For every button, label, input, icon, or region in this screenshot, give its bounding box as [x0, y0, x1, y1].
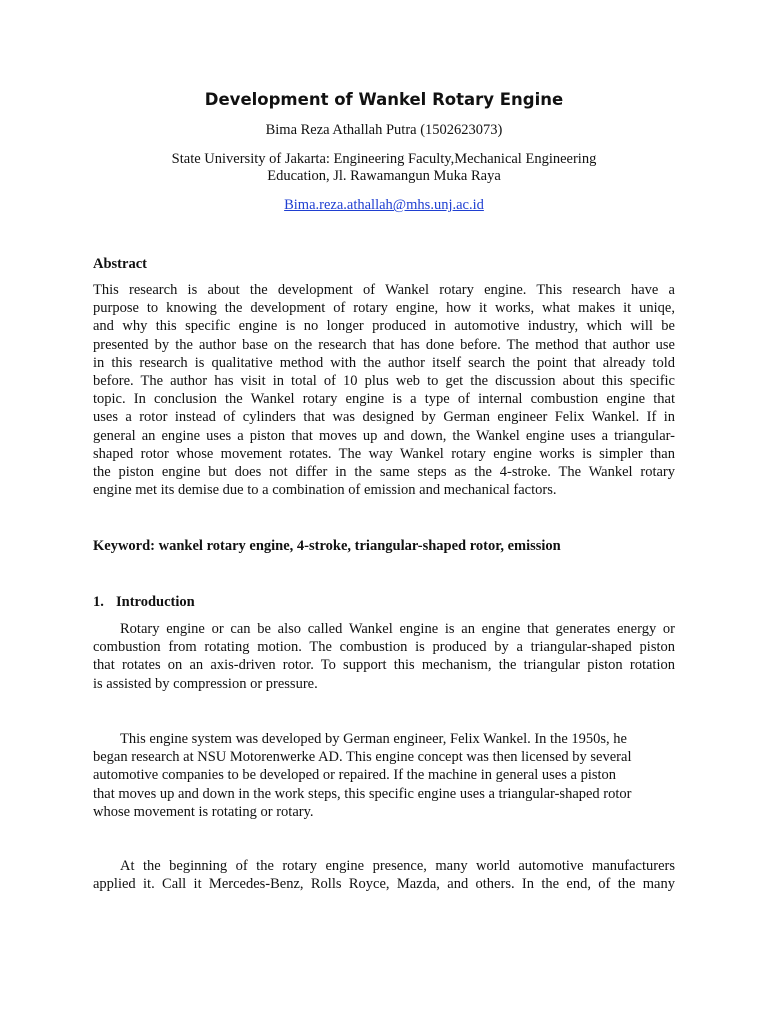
paragraph-line: began research at NSU Motorenwerke AD. This engine concept was then licensed by several [93, 749, 632, 766]
paragraph-line: This engine system was developed by German engineer, Felix Wankel. In the 1950s, he [120, 731, 627, 747]
paragraph-line: that moves up and down in the work steps, this specific engine uses a triangular-shaped rotor [93, 785, 632, 802]
abstract-line: shaped rotor whose movement rotates. The way Wankel rotary engine works is simpler than [93, 445, 675, 462]
paragraph-line: At the beginning of the rotary engine presence, many world automotive manufacturers [120, 858, 675, 874]
abstract-line: purpose to knowing the development of rotary engine, how it works, what makes it uniqe, [93, 300, 675, 317]
keywords [93, 537, 561, 555]
paragraph-line: is assisted by compression or pressure. [93, 675, 318, 692]
section-heading-introduction [93, 593, 195, 611]
paragraph-line: combustion from rotating motion. The combustion is produced by a triangular-shaped piston [93, 639, 675, 656]
author-email [0, 196, 768, 214]
affiliation-line: Education, Jl. Rawamangun Muka Raya [267, 168, 501, 184]
affiliation-line: State University of Jakarta: Engineering Faculty,Mechanical Engineering [171, 151, 597, 167]
abstract-line: before. The author has visit in total of 10 plus web to get the discussion about this specific [93, 372, 675, 389]
intro-paragraph-2 [93, 730, 675, 821]
abstract-line: topic. In conclusion the Wankel rotary engine is a type of internal combustion engine that [93, 391, 675, 408]
affiliation [0, 151, 768, 185]
keywords-text: wankel rotary engine, 4-stroke, triangular-shaped rotor, emission [158, 538, 561, 554]
abstract-line: in this research is qualitative method with the author itself search the point that already told [93, 354, 675, 371]
abstract-heading: Abstract [93, 256, 147, 272]
paragraph-line: that rotates on an axis-driven rotor. To support this mechanism, the triangular piston rotation [93, 657, 675, 674]
paragraph-line: Rotary engine or can be also called Wankel engine is an engine that generates energy or [120, 621, 675, 637]
abstract-line: This research is about the development of Wankel rotary engine. This research have a [93, 282, 675, 298]
abstract-line: presented by the author base on the research that has done before. The method that author use [93, 336, 675, 353]
abstract-line: engine met its demise due to a combination of emission and mechanical factors. [93, 482, 557, 499]
author-line: Bima Reza Athallah Putra (1502623073) [265, 122, 503, 138]
keywords-label: Keyword: [93, 538, 156, 554]
paragraph-line: applied it. Call it Mercedes-Benz, Rolls Royce, Mazda, and others. In the end, of the many [93, 876, 675, 893]
abstract-body [93, 281, 675, 499]
email-link[interactable]: Bima.reza.athallah@mhs.unj.ac.id [284, 197, 484, 213]
abstract-line: general an engine uses a piston that moves up and down, the Wankel engine uses a triangular- [93, 427, 675, 444]
abstract-line: uses a rotor instead of cylinders that was designed by German engineer Felix Wankel. If in [93, 409, 675, 426]
paragraph-line: whose movement is rotating or rotary. [93, 803, 314, 820]
intro-paragraph-1 [93, 620, 675, 693]
abstract-line: and why this specific engine is no longer produced in automotive industry, which will be [93, 318, 675, 335]
paper-title: Development of Wankel Rotary Engine [204, 90, 564, 109]
abstract-line: the piston engine but does not differ in the same steps as the 4-stroke. The Wankel rotary [93, 463, 675, 480]
section-number: 1. [93, 594, 104, 610]
intro-paragraph-3 [93, 857, 675, 893]
section-title: Introduction [116, 594, 195, 610]
paragraph-line: automotive companies to be developed or repaired. If the machine in general uses a piston [93, 767, 617, 784]
